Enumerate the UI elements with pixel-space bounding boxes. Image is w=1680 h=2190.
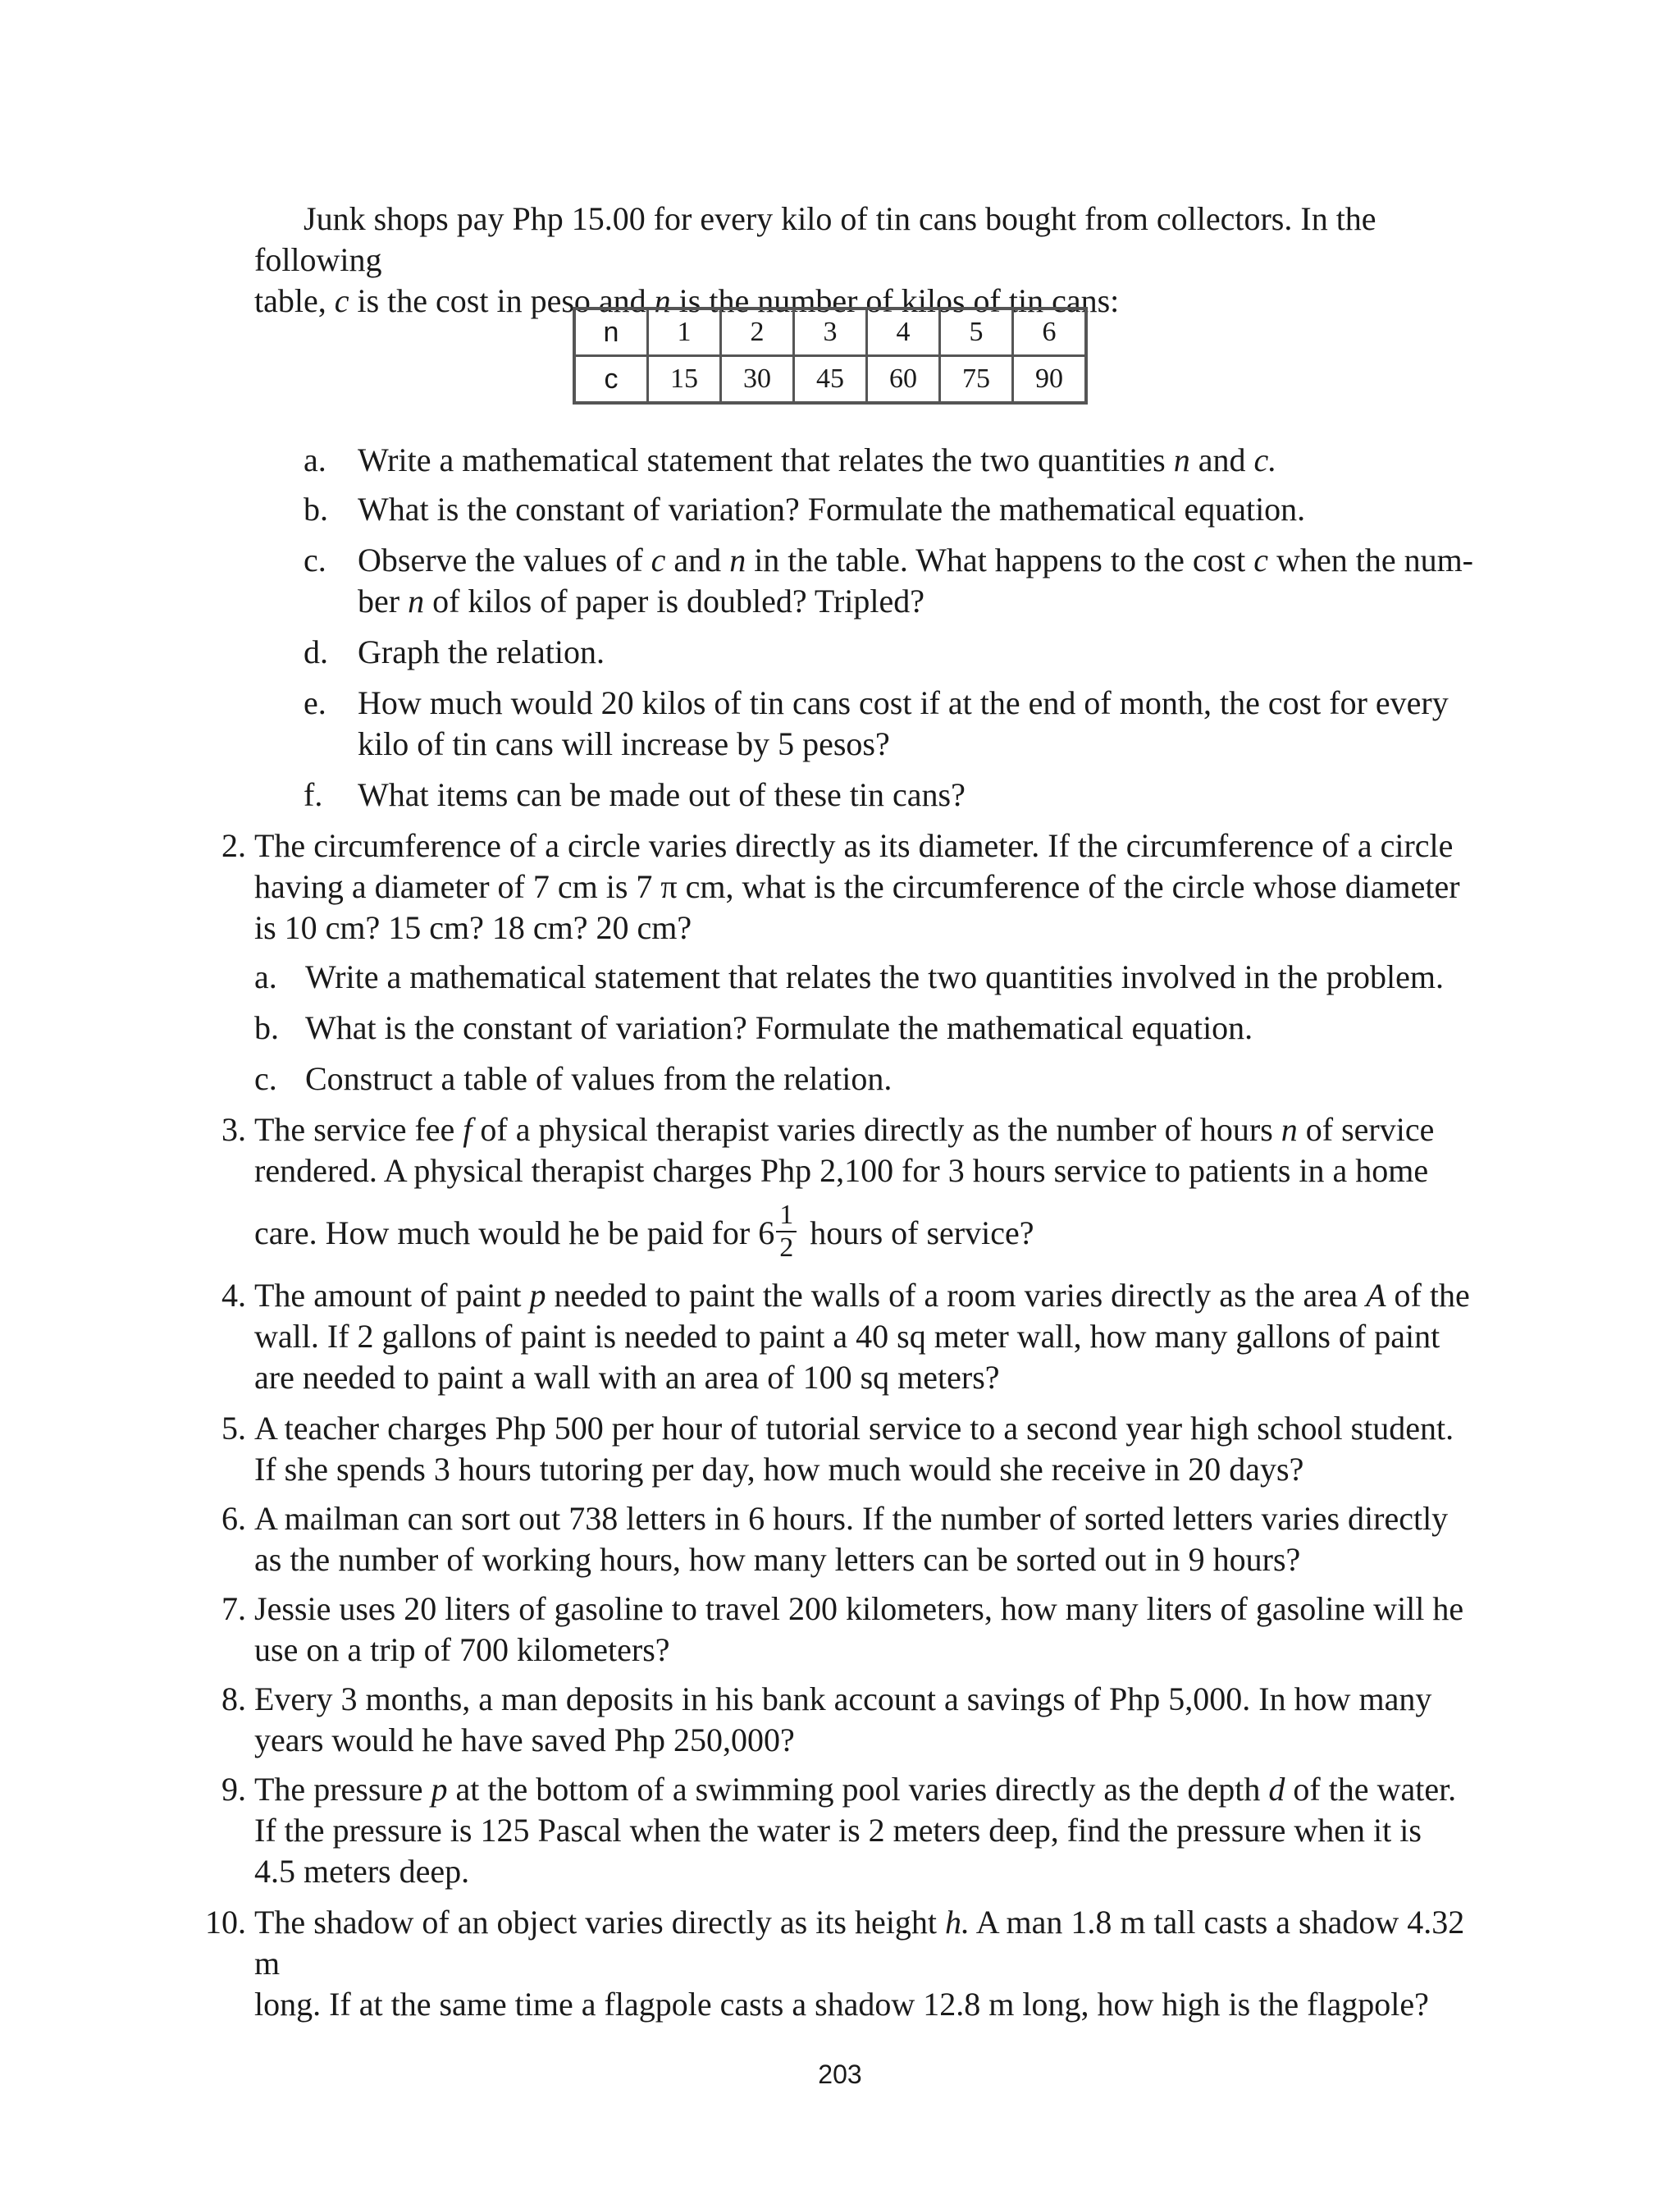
q1-item-c: c. Observe the values of c and n in the table. What happens to the cost c when the num- ber n of kilos of paper is doubled? Tripled? [304,542,1474,620]
table-header-c: c [574,356,648,404]
question-number: 9. [221,1771,246,1808]
q2-item-a: a. Write a mathematical statement that relates the two quantities involved in the problem. [254,957,1485,998]
table-cell: 2 [721,309,794,356]
fraction-one-half: $\frac{1}{2}$ [776,1200,797,1264]
list-label: b. [304,491,328,528]
question-10: 10. The shadow of an object varies directly as its height h. A man 1.8 m tall casts a shadow 4.32 m long. If at the same time a flagpole casts a shadow 12.8 m long, how high is the flagpole? [254,1902,1485,2025]
question-number: 2. [221,827,246,864]
question-number: 4. [221,1277,246,1314]
table-row-c [574,356,1086,404]
page-number: 203 [818,2060,862,2089]
table-cell: 1 [648,309,721,356]
table-cell: 90 [1013,356,1087,404]
question-number: 5. [221,1410,246,1447]
question-3: 3. The service fee f of a physical therapist varies directly as the number of hours n of service rendered. A physical therapist charges Php 2,100 for 3 hours service to patients in a home care. How much would he be paid for 6 $\frac{1}{2}$ hours of service? [254,1109,1485,1269]
intro-paragraph [254,199,1485,322]
table-cell: 3 [794,309,867,356]
table-cell: 4 [867,309,940,356]
list-label: c. [304,542,326,578]
list-label: c. [254,1060,277,1097]
intro-line-2: table, c is the cost in peso and n is the number of kilos of tin cans: [254,282,1120,319]
cost-table [573,307,1088,405]
question-number: 3. [221,1111,246,1148]
list-label: a. [304,441,326,478]
list-label: d. [304,633,328,670]
table-header-n: n [574,309,648,356]
table-cell: 45 [794,356,867,404]
question-5: 5. A teacher charges Php 500 per hour of tutorial service to a second year high school student. If she spends 3 hours tutoring per day, how much would she receive in 20 days? [254,1408,1485,1490]
list-label: a. [254,958,277,995]
question-8: 8. Every 3 months, a man deposits in his bank account a savings of Php 5,000. In how many years would he have saved Php 250,000? [254,1679,1485,1761]
question-2: 2. The circumference of a circle varies directly as its diameter. If the circumference of a circle having a diameter of 7 cm is 7 π cm, what is the circumference of the circle whose diameter is 10 cm? 15 cm? 18 cm? 20 cm? [254,825,1485,949]
question-number: 6. [221,1500,246,1537]
question-6: 6. A mailman can sort out 738 letters in 6 hours. If the number of sorted letters varies directly as the number of working hours, how many letters can be sorted out in 9 hours? [254,1498,1485,1580]
table-cell: 6 [1013,309,1087,356]
table-cell: 15 [648,356,721,404]
q1-item-f: f. What items can be made out of these tin cans? [304,775,1485,816]
table-cell: 5 [940,309,1013,356]
list-label: f. [304,776,323,813]
q2-item-c: c. Construct a table of values from the relation. [254,1058,1485,1100]
question-4: 4. The amount of paint p needed to paint the walls of a room varies directly as the area A of the wall. If 2 gallons of paint is needed to paint a 40 sq meter wall, how many gallons of paint are needed to paint a wall with an area of 100 sq meters? [254,1275,1485,1398]
intro-line-1: Junk shops pay Php 15.00 for every kilo of tin cans bought from collectors. In the following [254,200,1376,278]
question-7: 7. Jessie uses 20 liters of gasoline to travel 200 kilometers, how many liters of gasoline will he use on a trip of 700 kilometers? [254,1589,1485,1671]
table-cell: 30 [721,356,794,404]
question-number: 10. [205,1904,246,1941]
q1-item-e: e. How much would 20 kilos of tin cans cost if at the end of month, the cost for every kilo of tin cans will increase by 5 pesos? [304,684,1449,762]
table-row-n [574,309,1086,356]
q2-item-b: b. What is the constant of variation? Formulate the mathematical equation. [254,1008,1485,1049]
question-9: 9. The pressure p at the bottom of a swimming pool varies directly as the depth d of the water. If the pressure is 125 Pascal when the water is 2 meters deep, find the pressure when it is 4.5 meters deep. [254,1769,1485,1892]
list-label: e. [304,684,326,721]
question-number: 8. [221,1680,246,1717]
q1-item-a: a. Write a mathematical statement that relates the two quantities n and c. [304,440,1485,481]
question-number: 7. [221,1590,246,1627]
list-label: b. [254,1009,279,1046]
q1-item-d: d. Graph the relation. [304,632,1485,673]
table-cell: 60 [867,356,940,404]
q1-item-b: b. What is the constant of variation? Formulate the mathematical equation. [304,489,1485,530]
table-cell: 75 [940,356,1013,404]
